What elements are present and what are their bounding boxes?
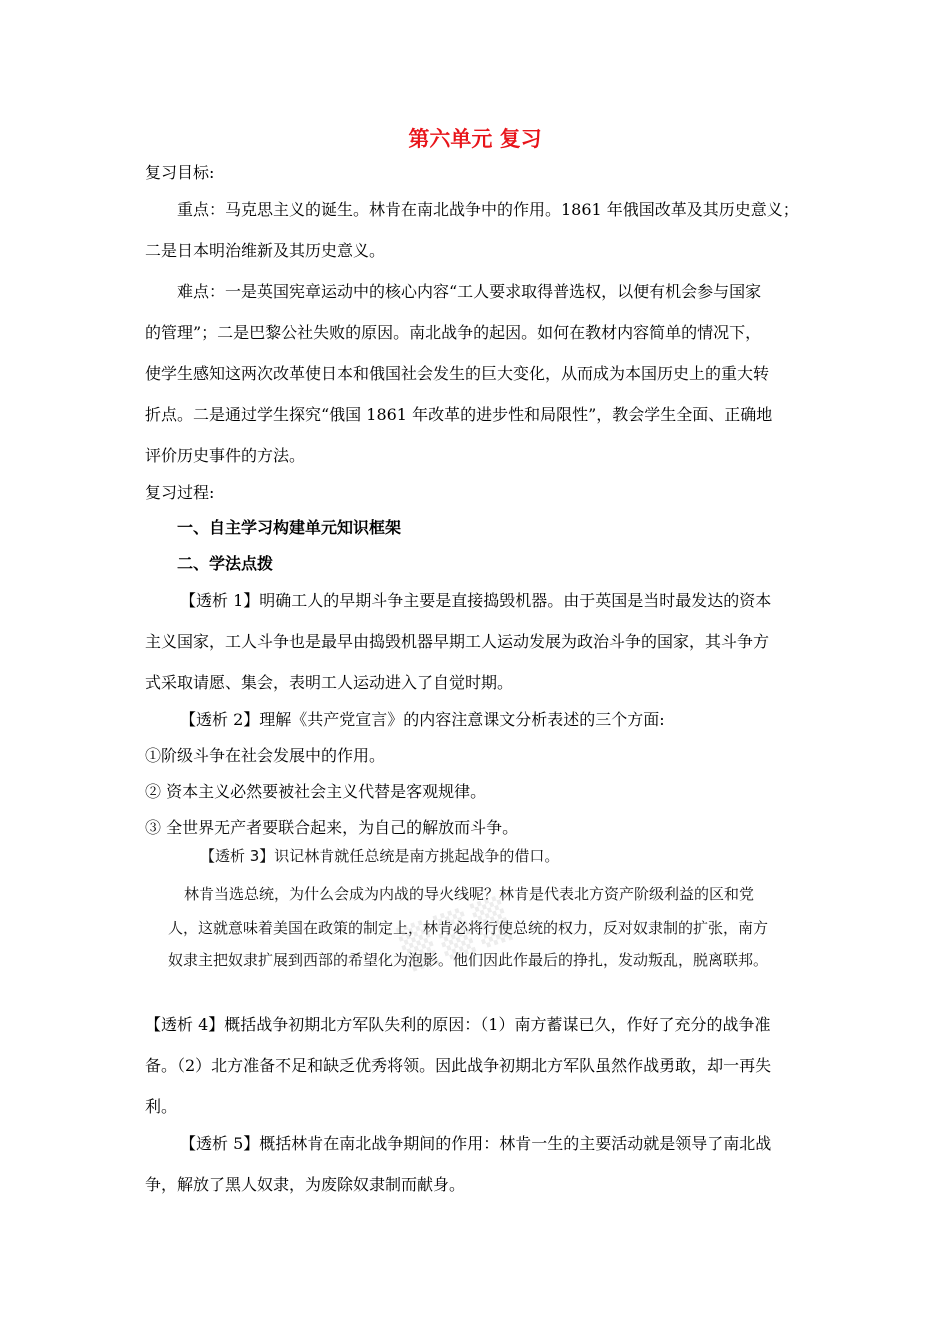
analysis-3-image bbox=[168, 842, 796, 974]
difficulties-line-1: 难点：一是英国宪章运动中的核心内容“工人要求取得普选权，以便有机会参与国家 bbox=[177, 282, 762, 301]
goals-heading: 复习目标: bbox=[145, 163, 215, 182]
analysis-2-intro: 【透析 2】理解《共产党宣言》的内容注意课文分析表述的三个方面: bbox=[180, 710, 665, 729]
difficulties-line-2: 的管理”；二是巴黎公社失败的原因。南北战争的起因。如何在教材内容简单的情况下， bbox=[145, 323, 762, 342]
analysis-4-line-2: 备。（2）北方准备不足和缺乏优秀将领。因此战争初期北方军队虽然作战勇敢，却一再失 bbox=[145, 1056, 772, 1075]
section-1-heading: 一、自主学习构建单元知识框架 bbox=[177, 518, 402, 537]
key-points-line-2: 二是日本明治维新及其历史意义。 bbox=[145, 241, 386, 260]
page-title: 第六单元 复习 bbox=[408, 127, 542, 151]
analysis-1-line-2: 主义国家，工人斗争也是最早由捣毁机器早期工人运动发展为政治斗争的国家，其斗争方 bbox=[145, 632, 770, 651]
key-points-line-1: 重点：马克思主义的诞生。林肯在南北战争中的作用。1861 年俄国改革及其历史意义； bbox=[177, 200, 799, 219]
analysis-5-line-2: 争，解放了黑人奴隶，为废除奴隶制而献身。 bbox=[145, 1175, 466, 1194]
difficulties-line-5: 评价历史事件的方法。 bbox=[145, 446, 306, 465]
analysis-2-item-1: ①阶级斗争在社会发展中的作用。 bbox=[145, 746, 386, 765]
process-heading: 复习过程: bbox=[145, 483, 215, 502]
analysis-3-image-line-3: 人，这就意味着美国在政策的制定上，林肯必将行使总统的权力，反对奴隶制的扩张，南方 bbox=[168, 919, 769, 937]
section-2-heading: 二、学法点拨 bbox=[177, 554, 274, 573]
difficulties-line-4: 折点。二是通过学生探究“俄国 1861 年改革的进步性和局限性”，教会学生全面、正确地 bbox=[145, 405, 773, 424]
analysis-1-line-1: 【透析 1】明确工人的早期斗争主要是直接捣毁机器。由于英国是当时最发达的资本 bbox=[180, 591, 772, 610]
analysis-2-item-2: ② 资本主义必然要被社会主义代替是客观规律。 bbox=[145, 782, 487, 801]
analysis-2-item-3: ③ 全世界无产者要联合起来，为自己的解放而斗争。 bbox=[145, 818, 519, 837]
analysis-5-line-1: 【透析 5】概括林肯在南北战争期间的作用：林肯一生的主要活动就是领导了南北战 bbox=[180, 1134, 772, 1153]
analysis-1-line-3: 式采取请愿、集会，表明工人运动进入了自觉时期。 bbox=[145, 673, 514, 692]
difficulties-line-3: 使学生感知这两次改革使日本和俄国社会发生的巨大变化，从而成为本国历史上的重大转 bbox=[145, 364, 770, 383]
watermark-mark: ▒▒▒ bbox=[395, 893, 521, 974]
analysis-3-image-line-1: 【透析 3】识记林肯就任总统是南方挑起战争的借口。 bbox=[200, 847, 560, 865]
analysis-3-image-line-4: 奴隶主把奴隶扩展到西部的希望化为泡影。他们因此作最后的挣扎，发动叛乱，脱离联邦。 bbox=[168, 951, 769, 969]
analysis-3-image-line-2: 林肯当选总统，为什么会成为内战的导火线呢？林肯是代表北方资产阶级利益的区和党 bbox=[184, 885, 755, 903]
analysis-4-line-3: 利。 bbox=[145, 1097, 178, 1116]
analysis-4-line-1: 【透析 4】概括战争初期北方军队失利的原因：（1）南方蓄谋已久，作好了充分的战争准 bbox=[145, 1015, 771, 1034]
